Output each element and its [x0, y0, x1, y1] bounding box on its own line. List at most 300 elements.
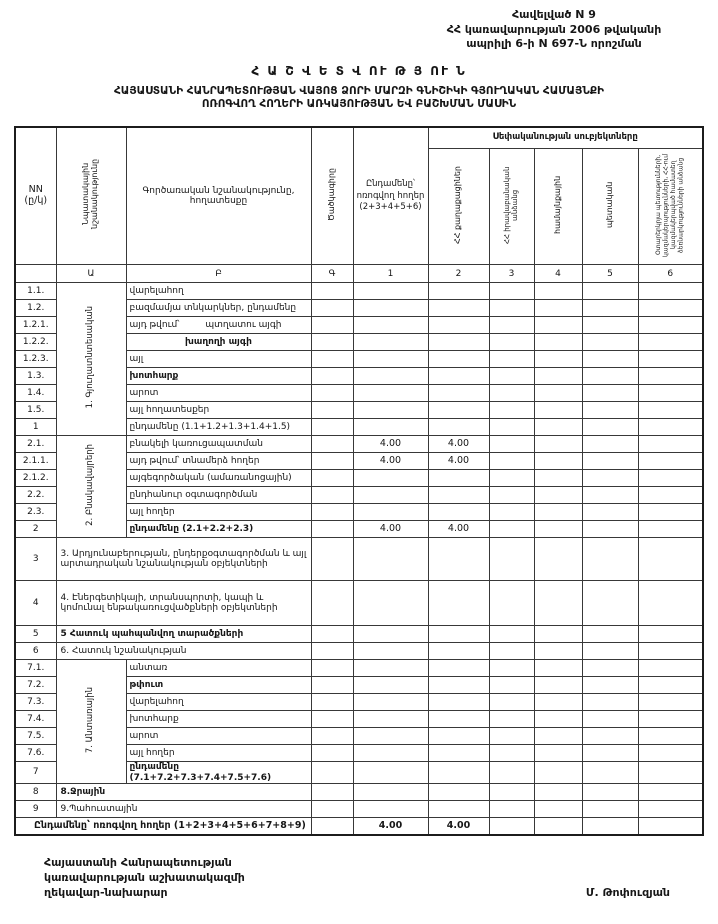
letter-cell: 6 — [638, 265, 703, 283]
cell-code — [311, 368, 353, 385]
col-header-code — [311, 127, 353, 265]
cell-empty — [638, 745, 703, 762]
col-header-community-text: համայնքային — [552, 176, 562, 235]
cell-value-citizens: 4.00 — [428, 436, 489, 453]
col-header-purpose — [56, 127, 126, 265]
cell-empty — [489, 745, 534, 762]
cell-label: վարելահող — [126, 694, 311, 711]
cell-empty — [428, 351, 489, 368]
cell-nn: 2.2. — [15, 487, 56, 504]
table-row-total — [15, 817, 703, 835]
cell-label: թփուտ — [126, 677, 311, 694]
cell-empty — [534, 800, 582, 817]
cell-empty — [582, 694, 638, 711]
cell-nn: 2.1. — [15, 436, 56, 453]
cell-label: բնակելի կառուցապատման — [126, 436, 311, 453]
cell-empty — [489, 626, 534, 643]
cell-label: այլ — [126, 351, 311, 368]
land-balance-table — [14, 126, 704, 837]
cell-empty — [353, 334, 428, 351]
cell-label: խոտհարք — [126, 711, 311, 728]
cell-empty — [638, 800, 703, 817]
cell-nn: 7.2. — [15, 677, 56, 694]
letter-cell: 5 — [582, 265, 638, 283]
table-row — [15, 283, 703, 300]
cell-empty — [353, 470, 428, 487]
cell-empty — [582, 817, 638, 835]
title-word: Հ Ա Շ Վ Ե Տ Վ ՈՒ Թ Յ ՈՒ Ն — [251, 63, 467, 78]
cell-label: անտառ — [126, 660, 311, 677]
cell-empty — [534, 817, 582, 835]
cell-code — [311, 470, 353, 487]
letter-cell: Գ — [311, 265, 353, 283]
cell-empty — [582, 643, 638, 660]
cell-value-total: 4.00 — [353, 436, 428, 453]
cell-empty — [428, 283, 489, 300]
cell-nn: 8 — [15, 783, 56, 800]
cell-empty — [428, 504, 489, 521]
letter-cell: 4 — [534, 265, 582, 283]
cell-empty — [353, 626, 428, 643]
cell-label: խաղողի այգի — [126, 334, 311, 351]
cell-empty — [582, 453, 638, 470]
cell-empty — [638, 487, 703, 504]
cell-code — [311, 283, 353, 300]
cell-empty — [428, 711, 489, 728]
cell-empty — [489, 521, 534, 538]
cell-code — [311, 300, 353, 317]
cell-code — [311, 694, 353, 711]
cell-code — [311, 783, 353, 800]
cell-code — [311, 419, 353, 436]
cell-code — [311, 504, 353, 521]
cell-empty — [582, 300, 638, 317]
cell-label: արոտ — [126, 728, 311, 745]
cell-empty — [582, 419, 638, 436]
cell-empty — [534, 728, 582, 745]
cell-empty — [353, 385, 428, 402]
cell-code — [311, 626, 353, 643]
cell-empty — [428, 419, 489, 436]
col-header-ownership: Սեփականության սուբյեկտները — [428, 127, 703, 149]
cell-empty — [489, 402, 534, 419]
col-header-nn-text: NN — [28, 184, 43, 196]
appendix-line: ապրիլի 6-ի N 697-Ն որոշման — [466, 37, 642, 51]
signatory-line: կառավարության աշխատակազմի — [44, 871, 245, 885]
cell-code — [311, 385, 353, 402]
cell-empty — [582, 334, 638, 351]
cell-empty — [534, 351, 582, 368]
cell-empty — [489, 660, 534, 677]
cell-empty — [638, 521, 703, 538]
cell-nn: 7.1. — [15, 660, 56, 677]
cell-code — [311, 643, 353, 660]
cell-empty — [353, 677, 428, 694]
cell-code — [311, 817, 353, 835]
cell-label: արոտ — [126, 385, 311, 402]
cell-empty — [638, 317, 703, 334]
cell-empty — [489, 643, 534, 660]
cell-value-total: 4.00 — [353, 453, 428, 470]
cell-empty — [353, 694, 428, 711]
col-header-purpose-text: Նպատակային նշանակությունը — [81, 159, 99, 230]
cell-empty — [489, 677, 534, 694]
cell-empty — [353, 660, 428, 677]
cell-empty — [582, 783, 638, 800]
col-header-nn-sub: (ը/կ) — [24, 195, 48, 207]
cell-empty — [489, 436, 534, 453]
group-cell-agricultural — [56, 283, 126, 436]
cell-empty — [638, 711, 703, 728]
cell-empty — [489, 300, 534, 317]
appendix-note — [404, 8, 704, 52]
cell-empty — [582, 385, 638, 402]
cell-value-citizens: 4.00 — [428, 453, 489, 470]
cell-empty — [638, 419, 703, 436]
cell-empty — [534, 334, 582, 351]
col-header-functional: Գործառական նշանակությունը, հողատեսքը — [126, 127, 311, 265]
cell-empty — [428, 581, 489, 626]
cell-empty — [638, 626, 703, 643]
cell-value-total: 4.00 — [353, 817, 428, 835]
cell-label: 6. Հատուկ նշանակության — [56, 643, 311, 660]
col-header-citizens — [428, 149, 489, 265]
cell-empty — [638, 368, 703, 385]
cell-empty — [353, 783, 428, 800]
title-line: ՈՌՈԳՎՈՂ ՀՈՂԵՐԻ ԱՌԿԱՅՈՒԹՅԱՆ ԵՎ ԲԱՇԽՄԱՆ ՄԱՍԻՆ — [201, 97, 517, 110]
cell-empty — [638, 643, 703, 660]
cell-empty — [428, 694, 489, 711]
col-header-total: Ընդամենը՝ ոռոգվող հողեր (2+3+4+5+6) — [353, 127, 428, 265]
cell-nn: 7.6. — [15, 745, 56, 762]
cell-empty — [428, 368, 489, 385]
cell-code — [311, 745, 353, 762]
cell-empty — [534, 470, 582, 487]
col-header-state-text: պետական — [604, 181, 614, 229]
appendix-line: ՀՀ կառավարության 2006 թվականի — [446, 22, 662, 36]
letter-cell: 3 — [489, 265, 534, 283]
cell-label: ընդամենը (1.1+1.2+1.3+1.4+1.5) — [126, 419, 311, 436]
cell-empty — [534, 283, 582, 300]
cell-empty — [582, 677, 638, 694]
cell-empty — [638, 677, 703, 694]
cell-label: այլ հողեր — [126, 504, 311, 521]
cell-empty — [638, 660, 703, 677]
cell-empty — [534, 402, 582, 419]
table-row — [15, 626, 703, 643]
cell-empty — [489, 385, 534, 402]
cell-empty — [353, 283, 428, 300]
cell-empty — [353, 368, 428, 385]
signatory-title — [44, 856, 245, 901]
cell-label: 4. Էներգետիկայի, տրանսպորտի, կապի և կոմունալ ենթակառուցվածքների օբյեկտների — [56, 581, 311, 626]
cell-nn: 1 — [15, 419, 56, 436]
cell-empty — [638, 283, 703, 300]
cell-empty — [582, 470, 638, 487]
cell-code — [311, 436, 353, 453]
cell-nn: 2 — [15, 521, 56, 538]
cell-empty — [582, 521, 638, 538]
cell-empty — [489, 351, 534, 368]
table-row — [15, 800, 703, 817]
cell-empty — [489, 800, 534, 817]
cell-nn: 1.2. — [15, 300, 56, 317]
cell-empty — [534, 643, 582, 660]
cell-nn: 1.2.1. — [15, 317, 56, 334]
cell-empty — [353, 504, 428, 521]
cell-empty — [428, 762, 489, 784]
cell-empty — [353, 800, 428, 817]
cell-empty — [534, 783, 582, 800]
cell-empty — [489, 728, 534, 745]
cell-code — [311, 581, 353, 626]
cell-empty — [428, 660, 489, 677]
cell-empty — [534, 487, 582, 504]
cell-empty — [638, 817, 703, 835]
cell-empty — [638, 402, 703, 419]
signature-block — [44, 856, 670, 901]
group-label: 1. Գյուղատնտեսական — [85, 306, 96, 409]
letter-cell: Բ — [126, 265, 311, 283]
cell-empty — [534, 626, 582, 643]
cell-empty — [353, 711, 428, 728]
cell-empty — [534, 745, 582, 762]
cell-empty — [582, 660, 638, 677]
cell-code — [311, 317, 353, 334]
cell-empty — [353, 643, 428, 660]
cell-empty — [638, 334, 703, 351]
cell-empty — [353, 538, 428, 581]
cell-nn: 1.3. — [15, 368, 56, 385]
cell-label: բազմամյա տնկարկներ, ընդամենը — [126, 300, 311, 317]
cell-nn: 9 — [15, 800, 56, 817]
group-label: 2. Բնակավայրերի — [85, 444, 96, 527]
cell-empty — [534, 677, 582, 694]
table-row — [15, 538, 703, 581]
cell-code — [311, 334, 353, 351]
letter-cell: 1 — [353, 265, 428, 283]
cell-empty — [638, 538, 703, 581]
cell-empty — [353, 487, 428, 504]
cell-empty — [489, 470, 534, 487]
cell-code — [311, 728, 353, 745]
cell-empty — [638, 470, 703, 487]
title-line: ՀԱՅԱՍՏԱՆԻ ՀԱՆՐԱՊԵՏՈՒԹՅԱՆ ՎԱՅՈՑ ՁՈՐԻ ՄԱՐԶԻ ԳՆԻՇԻԿԻ ԳՅՈՒՂԱԿԱՆ ՀԱՄԱՅՆՔԻ — [113, 84, 605, 97]
cell-label: այգեգործական (ամառանոցային) — [126, 470, 311, 487]
cell-label: 9.Պահուստային — [56, 800, 311, 817]
cell-nn: 3 — [15, 538, 56, 581]
cell-label: այդ թվում՝ տնամերձ հողեր — [126, 453, 311, 470]
cell-empty — [582, 762, 638, 784]
col-header-state — [582, 149, 638, 265]
cell-nn: 1.5. — [15, 402, 56, 419]
cell-nn: 6 — [15, 643, 56, 660]
col-header-citizens-text: ՀՀ քաղաքացիներ — [453, 166, 463, 245]
cell-empty — [489, 783, 534, 800]
cell-value-citizens: 4.00 — [428, 817, 489, 835]
cell-empty — [534, 581, 582, 626]
col-header-foreign-text: Օտարերկրյա պետությունների, կազմակերպությունների, ՀՀ-ում կազմակերպված համատեղ ձեռնարկությունների անձանց — [655, 153, 685, 257]
cell-empty — [428, 643, 489, 660]
cell-empty — [534, 521, 582, 538]
cell-nn: 5 — [15, 626, 56, 643]
cell-empty — [353, 745, 428, 762]
cell-empty — [428, 300, 489, 317]
cell-label: վարելահող — [126, 283, 311, 300]
appendix-line: Հավելված N 9 — [512, 8, 596, 21]
cell-empty — [353, 581, 428, 626]
cell-code — [311, 538, 353, 581]
document-title — [0, 64, 718, 111]
col-header-community — [534, 149, 582, 265]
table-row — [15, 660, 703, 677]
col-header-code-text: Ծածկագիրը — [326, 167, 336, 221]
letter-cell-empty — [15, 265, 56, 283]
cell-label — [126, 317, 311, 334]
cell-empty — [582, 317, 638, 334]
cell-empty — [638, 783, 703, 800]
cell-empty — [428, 334, 489, 351]
cell-empty — [638, 694, 703, 711]
cell-empty — [428, 800, 489, 817]
cell-empty — [428, 538, 489, 581]
cell-empty — [428, 745, 489, 762]
col-header-nn — [15, 127, 56, 265]
cell-label: ընդհանուր օգտագործման — [126, 487, 311, 504]
cell-empty — [489, 581, 534, 626]
cell-empty — [582, 745, 638, 762]
cell-label: 3. Արդյունաբերության, ընդերքօգտագործման և այլ արտադրական նշանակության օբյեկտների — [56, 538, 311, 581]
cell-code — [311, 762, 353, 784]
col-header-legal-entities-text: ՀՀ իրավաբանական անձանց — [502, 166, 519, 244]
cell-empty — [534, 300, 582, 317]
cell-label: ընդամենը (7.1+7.2+7.3+7.4+7.5+7.6) — [126, 762, 311, 784]
cell-empty — [428, 677, 489, 694]
signatory-line: ղեկավար-նախարար — [44, 886, 168, 900]
cell-empty — [638, 300, 703, 317]
cell-empty — [582, 711, 638, 728]
cell-nn: 7.5. — [15, 728, 56, 745]
cell-code — [311, 453, 353, 470]
cell-empty — [582, 283, 638, 300]
cell-empty — [638, 351, 703, 368]
cell-empty — [534, 660, 582, 677]
cell-code — [311, 402, 353, 419]
cell-empty — [353, 300, 428, 317]
cell-empty — [534, 504, 582, 521]
cell-code — [311, 711, 353, 728]
letter-cell: 2 — [428, 265, 489, 283]
cell-code — [311, 351, 353, 368]
cell-empty — [428, 487, 489, 504]
cell-empty — [489, 762, 534, 784]
cell-code — [311, 800, 353, 817]
cell-empty — [638, 436, 703, 453]
cell-empty — [534, 711, 582, 728]
cell-empty — [582, 800, 638, 817]
group-cell-forest — [56, 660, 126, 784]
cell-label-main: պտղատու այգի — [205, 320, 282, 331]
cell-code — [311, 660, 353, 677]
cell-value-citizens: 4.00 — [428, 521, 489, 538]
cell-label: այլ հողեր — [126, 745, 311, 762]
cell-empty — [428, 402, 489, 419]
cell-nn: 7.3. — [15, 694, 56, 711]
cell-empty — [353, 728, 428, 745]
cell-nn: 2.1.2. — [15, 470, 56, 487]
cell-empty — [489, 694, 534, 711]
cell-nn: 1.2.3. — [15, 351, 56, 368]
cell-empty — [428, 626, 489, 643]
cell-nn: 1.2.2. — [15, 334, 56, 351]
cell-empty — [582, 368, 638, 385]
cell-empty — [489, 538, 534, 581]
cell-empty — [534, 694, 582, 711]
cell-empty — [582, 581, 638, 626]
cell-empty — [489, 504, 534, 521]
cell-code — [311, 521, 353, 538]
cell-empty — [582, 728, 638, 745]
signatory-line: Հայաստանի Հանրապետության — [44, 856, 232, 870]
cell-empty — [638, 453, 703, 470]
cell-nn: 2.1.1. — [15, 453, 56, 470]
group-cell-settlements — [56, 436, 126, 538]
table-row — [15, 436, 703, 453]
cell-nn: 7 — [15, 762, 56, 784]
col-header-foreign — [638, 149, 703, 265]
cell-empty — [638, 728, 703, 745]
cell-empty — [489, 317, 534, 334]
cell-empty — [489, 419, 534, 436]
cell-empty — [534, 419, 582, 436]
cell-empty — [582, 487, 638, 504]
col-header-legal-entities — [489, 149, 534, 265]
cell-empty — [489, 711, 534, 728]
cell-empty — [534, 317, 582, 334]
table-row — [15, 643, 703, 660]
cell-empty — [534, 453, 582, 470]
cell-empty — [534, 436, 582, 453]
cell-label: 8.Ջրային — [56, 783, 311, 800]
cell-nn: 4 — [15, 581, 56, 626]
cell-label: 5 Հատուկ պահպանվող տարածքների — [56, 626, 311, 643]
cell-empty — [534, 538, 582, 581]
cell-empty — [534, 385, 582, 402]
cell-empty — [638, 762, 703, 784]
cell-empty — [353, 351, 428, 368]
cell-empty — [489, 283, 534, 300]
cell-label-prefix: այդ թվում՝ — [129, 320, 180, 331]
cell-code — [311, 677, 353, 694]
cell-nn: 7.4. — [15, 711, 56, 728]
cell-empty — [638, 581, 703, 626]
cell-empty — [489, 368, 534, 385]
cell-empty — [428, 783, 489, 800]
cell-empty — [638, 385, 703, 402]
cell-code — [311, 487, 353, 504]
cell-label: այլ հողատեսքեր — [126, 402, 311, 419]
cell-empty — [353, 402, 428, 419]
cell-empty — [582, 626, 638, 643]
cell-empty — [489, 453, 534, 470]
cell-empty — [582, 504, 638, 521]
cell-empty — [582, 402, 638, 419]
letter-cell: Ա — [56, 265, 126, 283]
cell-empty — [582, 351, 638, 368]
cell-empty — [489, 487, 534, 504]
cell-empty — [428, 317, 489, 334]
cell-nn: 2.3. — [15, 504, 56, 521]
